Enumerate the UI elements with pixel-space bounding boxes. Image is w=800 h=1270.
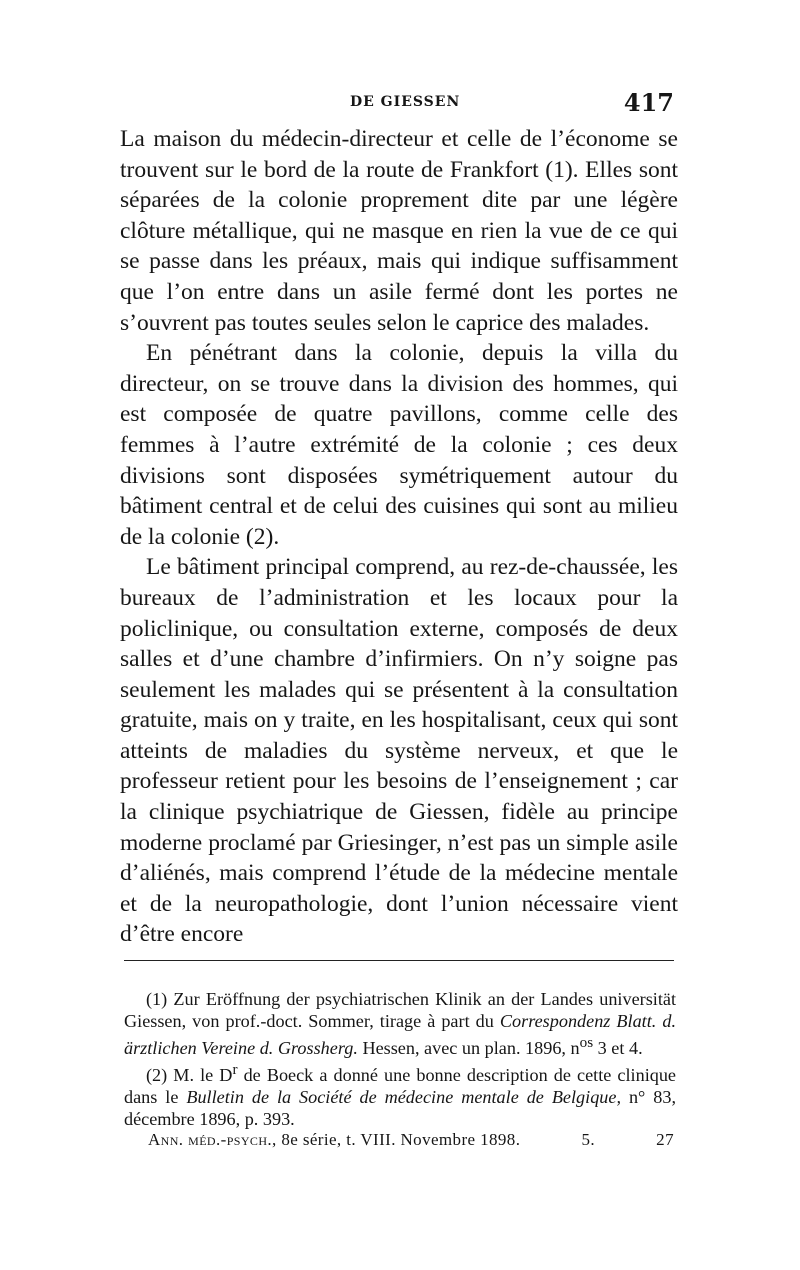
footnote-2-italic: Bulletin de la Société de médecine mentale de Belgique, [186,1087,622,1108]
signature-sheet: 5. [581,1130,596,1149]
footnote-2-sup: r [232,1061,238,1079]
footnote-divider [124,960,674,961]
footnote-2-text-c: n° 83, décembre 1896, p. 393. [124,1087,676,1130]
footnote-2-number: (2) [146,1065,168,1086]
footnote-1-text-a: Zur Eröffnung der psychiatrischen Klinik an der Landes universität Giessen, von prof.-doct. Sommer, tirage à part du [124,989,677,1031]
footnote-2 [124,1059,676,1130]
footnote-1-text-b: Hessen, avec un plan. 1896, n [362,1038,580,1059]
signature-ann: Ann. [148,1130,184,1149]
signature-line [148,1130,674,1150]
footnote-1-number: (1) [146,989,168,1009]
page-number: 417 [623,88,674,117]
running-header [120,88,680,118]
footnote-1-sup: os [579,1034,594,1051]
footnote-2-text-b: de Boeck a donné une bonne description de cette clinique dans le [124,1065,677,1108]
signature-sheet-number: 27 [656,1130,674,1149]
footnotes [124,988,676,1130]
footnote-1 [124,988,676,1059]
paragraph-1: La maison du médecin-directeur et celle de l’économe se trouvent sur le bord de la route de Frankfort (1). Elles sont séparées de la colonie proprement dite par une légère clôture métallique, qui ne masque en rien la vue de ce qui se passe dans les préaux, mais qui indique suffisamment que l’on entre dans un asile fermé dont les portes ne s’ouvrent pas toutes seules selon le caprice des malades. [120,126,678,336]
footnote-1-text-c: 3 et 4. [593,1038,643,1059]
signature-journal-name: méd.-psych., [188,1130,277,1149]
signature-series: 8e série, t. VIII. Novembre 1898. [281,1130,521,1149]
running-title: DE GIESSEN [350,94,461,110]
body-text [120,124,678,950]
paragraph-3: Le bâtiment principal comprend, au rez-de-chaussée, les bureaux de l’administration et les locaux pour la policlinique, ou consultation externe, composés de deux salles et d’une chambre d’infirmiers. On n’y soigne pas seulement les malades qui se présentent à la consultation gratuite, mais on y traite, en les hospitalisant, ceux qui sont atteints de maladies du système nerveux, et que le professeur retient pour les besoins de l’enseignement ; car la clinique psychiatrique de Giessen, fidèle au principe moderne proclamé par Griesinger, n’est pas un simple asile d’aliénés, mais comprend l’étude de la médecine mentale et de la neuropathologie, dont l’union nécessaire vient d’être encore [120,554,678,948]
signature-journal [148,1130,520,1150]
footnote-2-text-a: M. le D [173,1065,233,1086]
paragraph-2: En pénétrant dans la colonie, depuis la villa du directeur, on se trouve dans la division des hommes, qui est composée de quatre pavillons, comme celle des femmes à l’autre extrémité de la colonie ; ces deux divisions sont disposées symétriquement autour du bâtiment central et de celui des cuisines qui sont au milieu de la colonie (2). [120,340,678,550]
footnote-1-italic: Correspondenz Blatt. d. ärztlichen Vereine d. Grossherg. [124,1011,677,1059]
